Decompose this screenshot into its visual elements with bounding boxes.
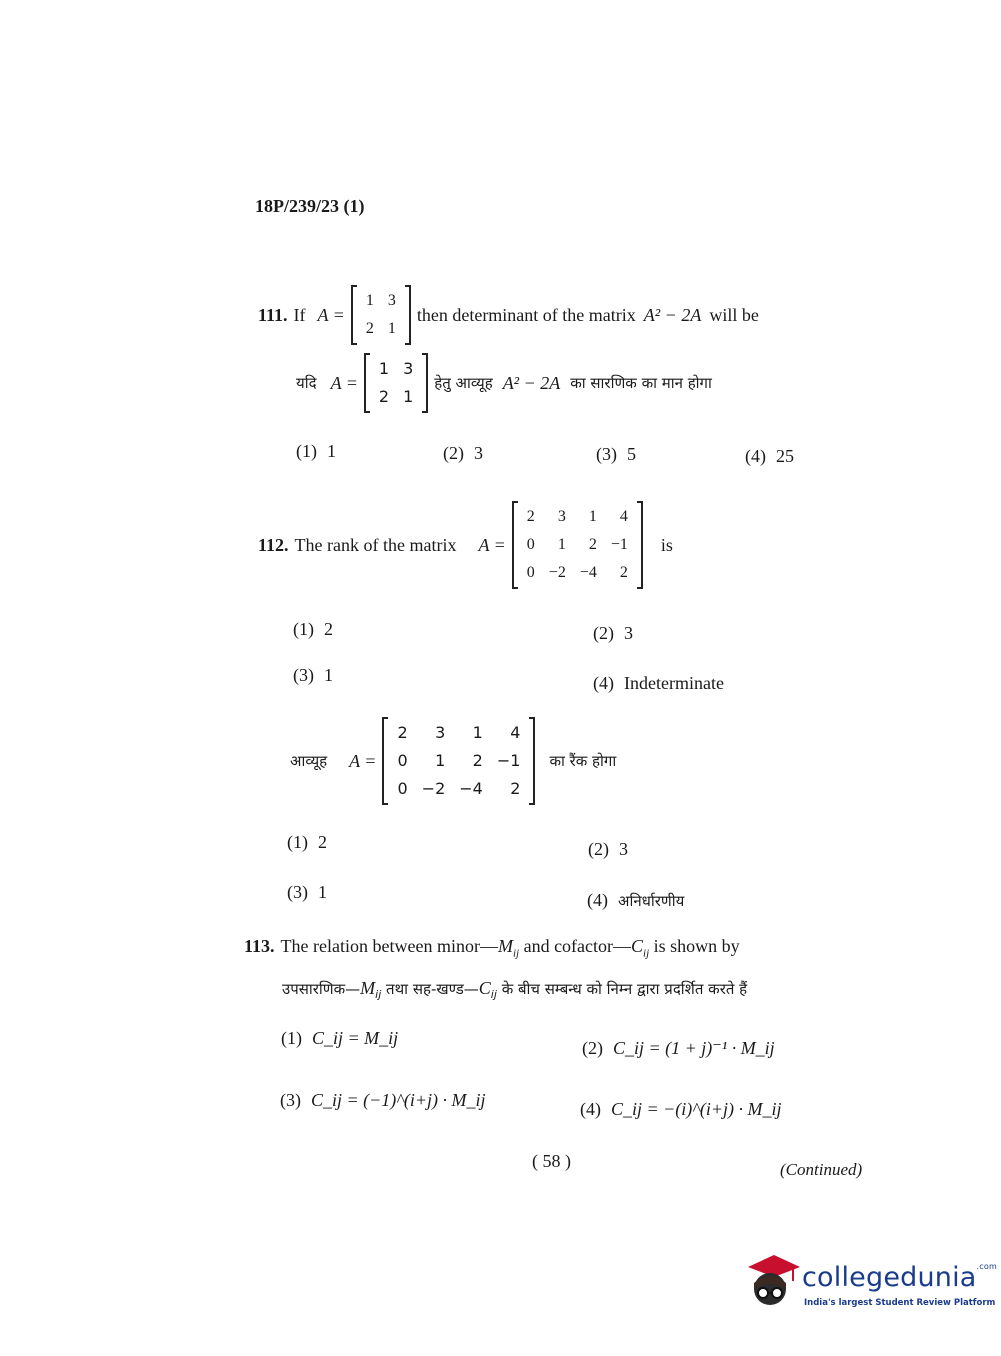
matrix-cell-r1c1: 1	[378, 359, 390, 378]
matrix-cell-r2c1: 0	[526, 536, 535, 553]
option-4[interactable]: (4) अनिर्धारणीय	[587, 890, 685, 910]
option-1[interactable]: (1) C_ij = M_ij	[281, 1028, 399, 1048]
matrix-a	[364, 354, 428, 412]
matrix-cell-r1c2: 3	[387, 292, 396, 309]
question-111-hindi: यदि A = 1 3 2 1 हेतु आव्यूह A² − 2A का सारणिक का मान होगा	[296, 354, 712, 412]
matrix-cell-r2c2: 1	[435, 751, 446, 770]
logo-tagline: India's largest Student Review Platform	[804, 1298, 996, 1308]
question-113-english: 113. The relation between $minor—M_{ij}$ and $cofactor—C_{ij}$ is shown by	[244, 936, 740, 960]
question-113-hindi: $उपसारणिक—M_{ij}$ तथा $सह-खण्ड—C_{ij}$ के बीच सम्बन्ध को निम्न द्वारा प्रदर्शित करते हैं	[282, 978, 748, 1001]
option-1[interactable]: (1) 2	[287, 832, 327, 852]
matrix-cell-r2c3: 2	[472, 751, 483, 770]
matrix-cell-r1c3: 1	[588, 508, 597, 525]
matrix-cell-r1c4: 4	[619, 508, 628, 525]
option-2[interactable]: (2) C_ij = (1 + j)⁻¹ · M_ij	[582, 1038, 775, 1058]
matrix-cell-r1c1: 1	[365, 292, 374, 309]
option-2[interactable]: (2) 3	[443, 443, 483, 463]
matrix-cell-r3c4: 2	[510, 779, 521, 798]
matrix-cell-r1c2: 3	[435, 723, 446, 742]
matrix-a	[382, 718, 535, 804]
question-111-english: 111. If A = 1 3 2 1 then determinant of the matrix A² − 2A will be	[258, 286, 759, 344]
option-2[interactable]: (2) 3	[588, 839, 628, 859]
matrix-cell-r2c4: −1	[496, 751, 521, 770]
question-112-hindi: आव्यूह A = 2 3 1 4 0 1 2 −1 0 −2 −4 2 का रैंक होगा	[290, 718, 616, 804]
option-3[interactable]: (3) 1	[293, 665, 333, 685]
matrix-cell-r3c2: −2	[421, 779, 446, 798]
option-4[interactable]: (4) 25	[745, 446, 794, 466]
matrix-cell-r2c1: 0	[397, 751, 408, 770]
question-number: 112.	[258, 534, 289, 555]
matrix-cell-r1c1: 2	[526, 508, 535, 525]
page-number: ( 58 )	[532, 1151, 571, 1171]
matrix-cell-r3c3: −4	[579, 564, 597, 581]
option-4[interactable]: (4) Indeterminate	[593, 673, 724, 693]
expression: A² − 2A	[643, 304, 702, 325]
matrix-cell-r1c2: 3	[557, 508, 566, 525]
matrix-cell-r2c2: 1	[387, 320, 396, 337]
matrix-cell-r2c2: 1	[403, 387, 414, 406]
option-3[interactable]: (3) 1	[287, 882, 327, 902]
matrix-a	[512, 502, 643, 588]
matrix-cell-r3c2: −2	[548, 564, 566, 581]
option-2[interactable]: (2) 3	[593, 623, 633, 643]
matrix-cell-r3c1: 0	[397, 779, 408, 798]
matrix-cell-r2c2: 1	[557, 536, 566, 553]
matrix-cell-r1c2: 3	[403, 359, 414, 378]
question-number: 113.	[244, 936, 275, 956]
option-3[interactable]: (3) 5	[596, 444, 636, 464]
matrix-cell-r1c1: 2	[397, 723, 408, 742]
matrix-cell-r2c4: −1	[610, 536, 628, 553]
continued-label: (Continued)	[780, 1160, 863, 1179]
matrix-a	[351, 286, 411, 344]
option-1[interactable]: (1) 1	[296, 441, 336, 461]
question-number: 111.	[258, 304, 288, 325]
logo-wordmark: collegedunia$^{.com}$	[802, 1262, 997, 1293]
option-3[interactable]: (3) C_ij = (−1)^(i+j) · M_ij	[280, 1090, 486, 1110]
matrix-cell-r1c3: 1	[472, 723, 483, 742]
option-1[interactable]: (1) 2	[293, 619, 333, 639]
paper-code: 18P/239/23 (1)	[255, 196, 365, 216]
matrix-cell-r3c3: −4	[459, 779, 483, 798]
collegedunia-logo-icon	[742, 1249, 802, 1309]
matrix-cell-r2c3: 2	[588, 536, 597, 553]
matrix-cell-r3c1: 0	[526, 564, 535, 581]
matrix-cell-r2c1: 2	[365, 320, 374, 337]
matrix-cell-r3c4: 2	[619, 564, 628, 581]
matrix-cell-r1c4: 4	[510, 723, 521, 742]
question-112-english: 112. The rank of the matrix A = 2 3 1 4 0 1 2 −1 0 −2 −4 2 is	[258, 502, 673, 588]
matrix-cell-r2c1: 2	[378, 387, 390, 406]
option-4[interactable]: (4) C_ij = −(i)^(i+j) · M_ij	[580, 1099, 782, 1119]
